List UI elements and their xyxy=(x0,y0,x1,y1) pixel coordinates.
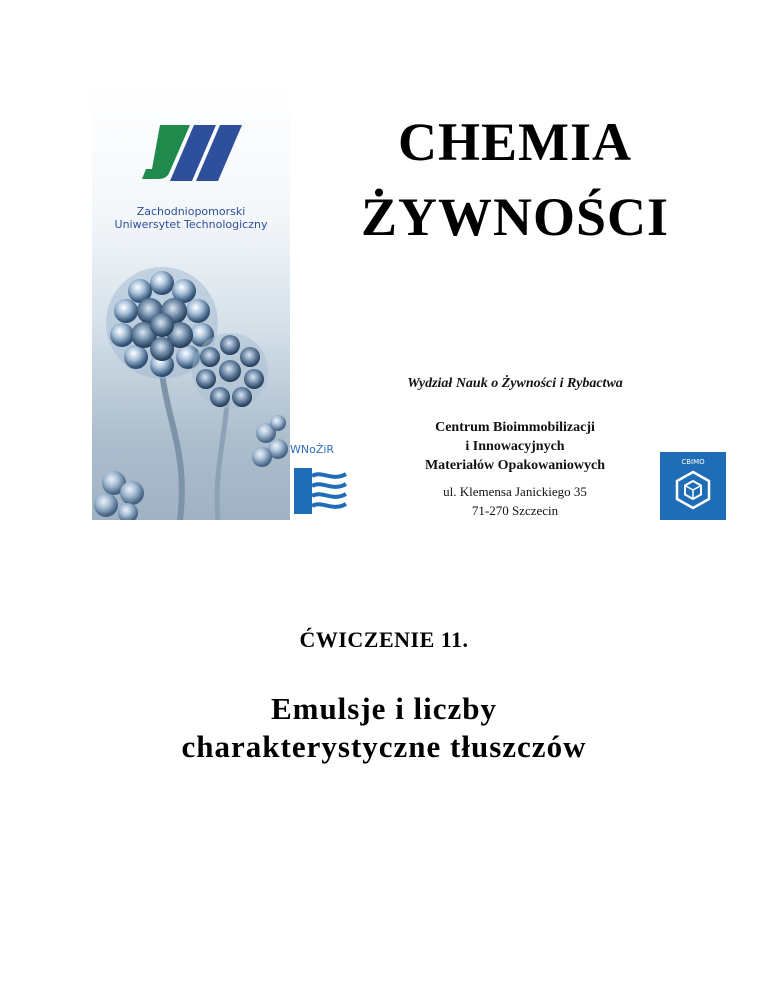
subtitle-line2: charakterystyczne tłuszczów xyxy=(181,729,587,764)
cbimo-logo xyxy=(660,452,726,520)
cbimo-label: CBIMO xyxy=(681,458,705,466)
molecular-flowers-image xyxy=(92,253,290,520)
title-line2: ŻYWNOŚCI xyxy=(360,187,670,247)
hexagon-box-logo-icon xyxy=(674,470,712,510)
subtitle xyxy=(0,690,768,766)
center-line2: i Innowacyjnych xyxy=(465,439,565,454)
address-line2: 71-270 Szczecin xyxy=(471,503,559,518)
title-line1: CHEMIA xyxy=(398,112,632,172)
cover-banner xyxy=(92,83,290,520)
zut-logo-icon xyxy=(142,125,242,191)
wnozir-label: WNoŻiR xyxy=(290,443,335,456)
center-line3: Materiałów Opakowaniowych xyxy=(424,458,606,473)
exercise-number: ĆWICZENIE 11. xyxy=(299,627,469,652)
center-line1: Centrum Bioimmobilizacji xyxy=(435,420,595,435)
university-name-line2: Uniwersytet Technologiczny xyxy=(114,218,268,231)
faculty-name: Wydział Nauk o Żywności i Rybactwa xyxy=(407,376,623,391)
subtitle-line1: Emulsje i liczby xyxy=(270,691,498,726)
university-name xyxy=(92,205,290,231)
university-name-line1: Zachodniopomorski xyxy=(136,205,246,218)
address-line1: ul. Klemensa Janickiego 35 xyxy=(443,484,587,499)
